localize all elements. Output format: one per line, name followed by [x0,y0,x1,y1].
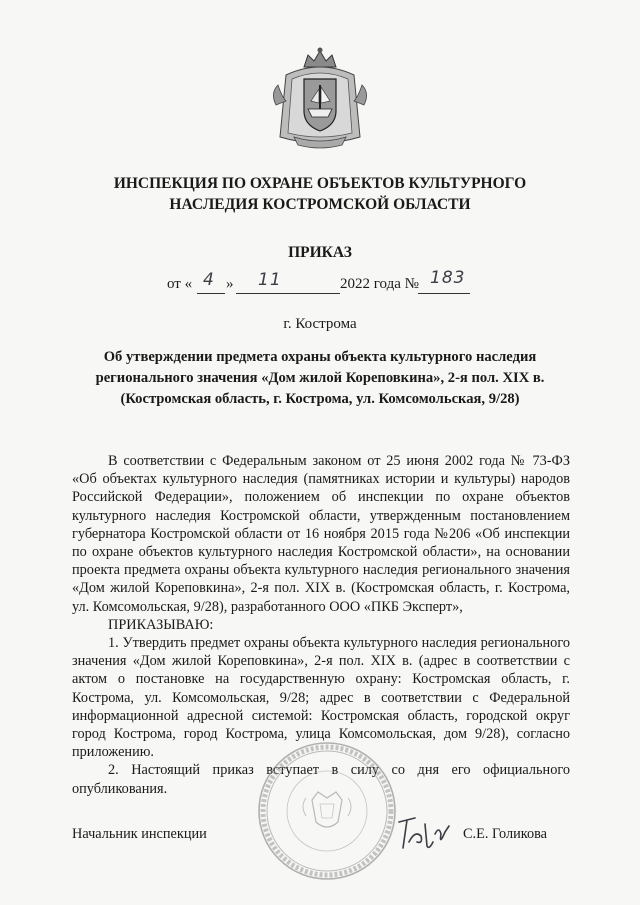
official-seal-icon [256,740,398,882]
preamble-paragraph: В соответствии с Федеральным законом от 25 июня 2002 года № 73-ФЗ «Об объектах культурного наследия (памятниках истории и культуры) народов Российской Федерации», положением об инспекции по охране объектов культурного наследия Костромской области, утвержденным постановлением губернатора Костромской области от 16 ноября 2015 года №206 «Об инспекции по охране объектов культурного наследия Костромской области», на основании проекта предмета охраны объекта культурного наследия регионального значения «Дом жилой Кореповкина», 2-я пол. XIX в. (Костромская область, г. Кострома, ул. Комсомольская, 9/28), разработанного ООО «ПКБ Эксперт», [72,453,570,615]
decree-word: ПРИКАЗЫВАЮ: [108,616,214,633]
organization-name-line1: ИНСПЕКЦИЯ ПО ОХРАНЕ ОБЪЕКТОВ КУЛЬТУРНОГО [113,175,527,192]
subject-line3: (Костромская область, г. Кострома, ул. Комсомольская, 9/28) [120,391,520,407]
number-underline [418,293,470,294]
signature-icon [395,812,453,854]
month-underline [236,293,340,294]
order-subject [88,347,552,410]
day-underline [197,293,225,294]
organization-name-line2: НАСЛЕДИЯ КОСТРОМСКОЙ ОБЛАСТИ [169,196,471,213]
subject-line1: Об утверждении предмета охраны объекта культурного наследия [103,349,537,365]
organization-name [80,173,560,215]
signatory-position: Начальник инспекции [72,826,207,842]
order-date-prefix: от « [167,276,193,292]
order-title: ПРИКАЗ [288,244,352,261]
city: г. Кострома [283,316,357,332]
coat-of-arms-icon [268,45,372,150]
order-month: 11 [258,270,282,290]
order-number: 183 [430,268,466,288]
item-2-paragraph: 2. Настоящий приказ вступает в силу со дня его официального опубликования. [72,762,570,797]
subject-line2: регионального значения «Дом жилой Кореповкина», 2-я пол. XIX в. [95,370,545,386]
signatory-name: С.Е. Голикова [463,826,548,842]
order-day: 4 [203,270,215,290]
item-1-paragraph: 1. Утвердить предмет охраны объекта культурного наследия регионального значения «Дом жилой Кореповкина», 2-я пол. XIX в. (адрес в соответствии с актом о постановке на государственную охрану: Костромская область, г. Кострома, ул. Комсомольская, 9/28; адрес в соответствии с Федеральной информационной адресной системой: Костромская область, городской округ город Кострома, город Кострома, улица Комсомольская, дом 9/28), согласно приложению. [72,635,570,761]
order-year: 2022 года № [340,276,419,292]
order-date-quote-close: » [226,276,234,292]
